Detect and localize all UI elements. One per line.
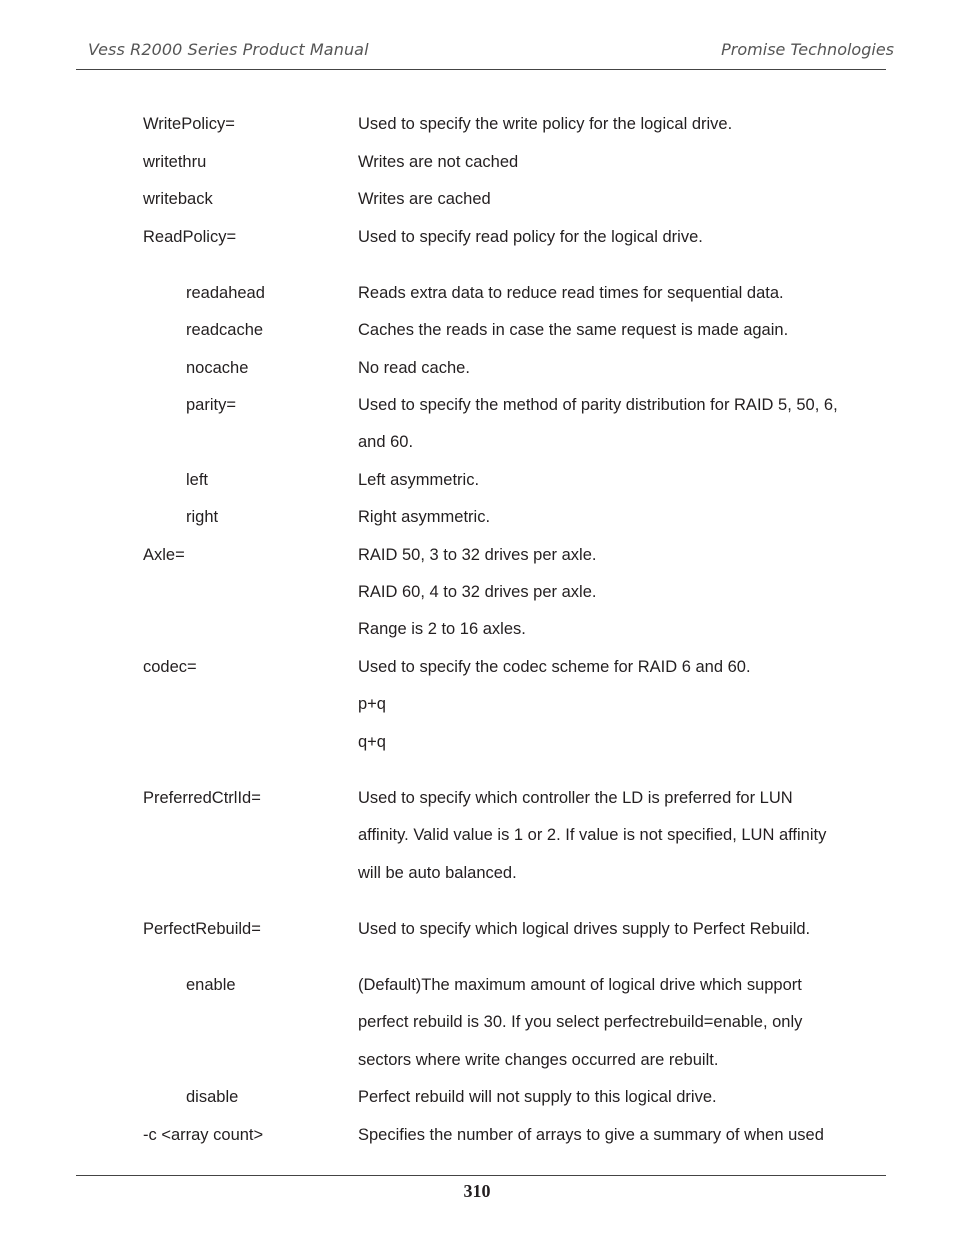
parameter-term: PreferredCtrlId= (143, 789, 261, 807)
parameter-term: codec= (143, 658, 197, 676)
parameter-description: Range is 2 to 16 axles. (358, 620, 526, 638)
parameter-description: perfect rebuild is 30. If you select perfectrebuild=enable, only (358, 1013, 803, 1031)
parameter-description: Writes are cached (358, 190, 491, 208)
parameter-description: will be auto balanced. (358, 864, 517, 882)
parameter-term: readahead (186, 284, 265, 302)
parameter-description: sectors where write changes occurred are rebuilt. (358, 1051, 719, 1069)
parameter-description: Used to specify the method of parity distribution for RAID 5, 50, 6, (358, 396, 838, 414)
parameter-description: and 60. (358, 433, 414, 451)
parameter-term: Axle= (143, 546, 185, 564)
parameter-description: affinity. Valid value is 1 or 2. If value is not specified, LUN affinity (358, 826, 827, 844)
parameter-term: parity= (186, 396, 236, 414)
parameter-description: Used to specify the write policy for the logical drive. (358, 115, 733, 133)
parameter-term: right (186, 508, 219, 526)
parameter-term: writeback (143, 190, 213, 208)
parameter-description: q+q (358, 733, 386, 751)
parameter-description: Left asymmetric. (358, 471, 480, 489)
manual-title: Vess R2000 Series Product Manual (88, 40, 369, 59)
company-name: Promise Technologies (721, 40, 894, 59)
parameter-description: Used to specify the codec scheme for RAID 6 and 60. (358, 658, 751, 676)
parameter-description: Specifies the number of arrays to give a summary of when used (358, 1126, 824, 1144)
parameter-description: Used to specify which controller the LD is preferred for LUN (358, 789, 793, 807)
parameter-term: disable (186, 1088, 239, 1106)
parameter-description: Right asymmetric. (358, 508, 491, 526)
parameter-term: enable (186, 976, 236, 994)
parameter-description: Writes are not cached (358, 153, 519, 171)
parameter-description: Used to specify which logical drives supply to Perfect Rebuild. (358, 920, 811, 938)
parameter-term: left (186, 471, 209, 489)
parameter-description: Perfect rebuild will not supply to this logical drive. (358, 1088, 717, 1106)
header-divider (76, 69, 886, 70)
parameter-description: (Default)The maximum amount of logical drive which support (358, 976, 802, 994)
parameter-term: ReadPolicy= (143, 228, 237, 246)
parameter-description: RAID 50, 3 to 32 drives per axle. (358, 546, 597, 564)
footer-divider (76, 1175, 886, 1176)
parameter-description: No read cache. (358, 359, 470, 377)
parameter-term: writethru (143, 153, 207, 171)
parameter-term: -c <array count> (143, 1126, 264, 1144)
parameter-description: p+q (358, 695, 386, 713)
parameter-description: Caches the reads in case the same request is made again. (358, 321, 789, 339)
page-number: 310 (463, 1181, 491, 1201)
parameter-term: PerfectRebuild= (143, 920, 261, 938)
parameter-term: nocache (186, 359, 249, 377)
parameter-term: readcache (186, 321, 264, 339)
parameter-description: RAID 60, 4 to 32 drives per axle. (358, 583, 597, 601)
parameter-description: Used to specify read policy for the logical drive. (358, 228, 703, 246)
parameter-term: WritePolicy= (143, 115, 235, 133)
parameter-description: Reads extra data to reduce read times for sequential data. (358, 284, 784, 302)
